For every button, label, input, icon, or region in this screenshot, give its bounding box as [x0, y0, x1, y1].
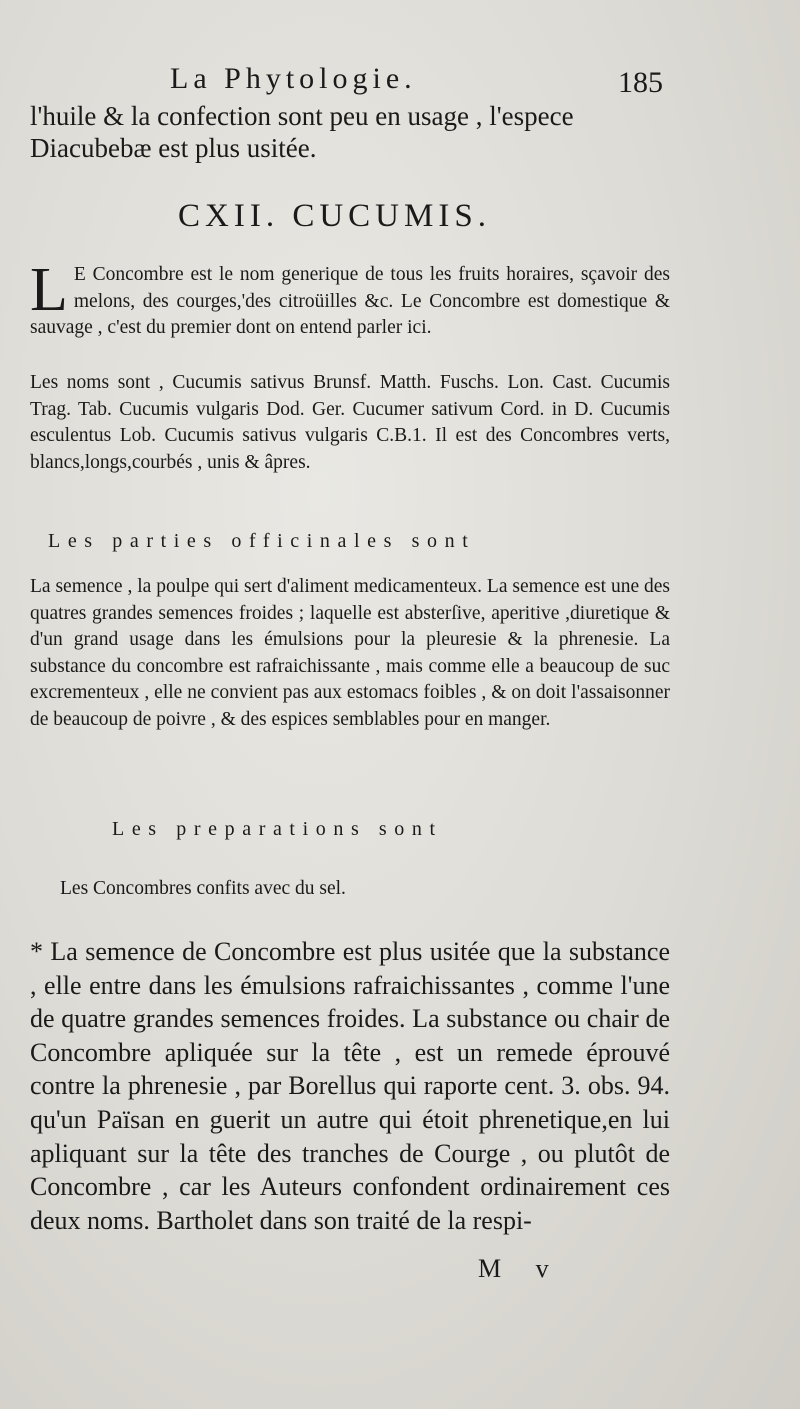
running-title: La Phytologie. — [170, 62, 417, 95]
intro-line: l'huile & la confection sont peu en usage , l'espece — [30, 101, 574, 131]
opening-paragraph-text: E Concombre est le nom generique de tous les fruits horaires, sçavoir des melons, des courges,'des citroüilles &c. Le Concombre est domestique & sauvage , c'est du premier dont on entend parler ici. — [30, 264, 670, 338]
catchword: M v — [478, 1254, 563, 1283]
drop-cap: L — [30, 256, 68, 324]
note-paragraph: * La semence de Concombre est plus usitée que la substance , elle entre dans les émulsions rafraichissantes , comme l'une de quatre grandes semences froides. La substance ou chair de Concombre apliquée sur la tête , est un remede éprouvé contre la phrenesie , par Borellus qui raporte cent. 3. obs. 94. qu'un Païsan en guerit un autre qui étoit phrenetique,en lui apliquant sur la tête des tranches de Courge , ou plutôt de Concombre , car les Auteurs confondent ordinairement ces deux noms. Bartholet dans son traité de la respi- — [30, 937, 670, 1235]
opening-paragraph — [30, 256, 670, 342]
intro-line: Diacubebæ est plus usitée. — [30, 133, 317, 163]
chapter-title: CXII. CUCUMIS. — [178, 198, 491, 234]
page-number: 185 — [618, 66, 663, 99]
intro-text — [30, 100, 670, 164]
section-heading-preparations: Les preparations sont — [112, 818, 443, 840]
preparations-line: Les Concombres confits avec du sel. — [60, 878, 346, 899]
names-paragraph: Les noms sont , Cucumis sativus Brunsf. Matth. Fuschs. Lon. Cast. Cucumis Trag. Tab. Cucumis vulgaris Dod. Ger. Cucumer sativum Cord. in D. Cucumis esculentus Lob. Cucumis sativus vulgaris C.B.1. Il est des Concombres verts, blancs,longs,courbés , unis & âpres. — [30, 372, 670, 473]
parties-paragraph: La semence , la poulpe qui sert d'aliment medicamenteux. La semence est une des quatres grandes semences froides ; laquelle est absterſive, aperitive ,diuretique & d'un grand usage dans les émulsions pour la pleuresie & la phrenesie. La substance du concombre est rafraichissante , mais comme elle a beaucoup de suc excrementeux , elle ne convient pas aux estomacs foibles , & on doit l'assaisonner de beaucoup de poivre , & des espices semblables pour en manger. — [30, 576, 670, 730]
section-heading-parties: Les parties officinales sont — [48, 530, 476, 552]
